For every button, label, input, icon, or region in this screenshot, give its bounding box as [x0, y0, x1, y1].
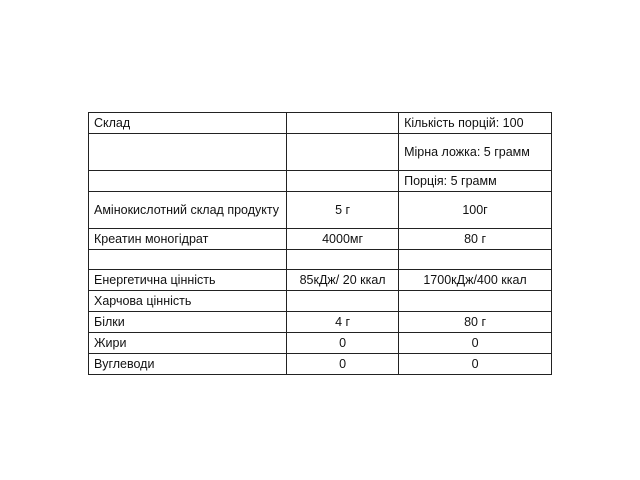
table-cell [89, 250, 287, 270]
table-cell [89, 171, 287, 192]
table-cell: 80 г [399, 229, 552, 250]
table-cell [287, 134, 399, 171]
table-cell: 0 [399, 333, 552, 354]
table-cell: 0 [399, 354, 552, 375]
table-cell: Порція: 5 грамм [399, 171, 552, 192]
table-cell [287, 113, 399, 134]
nutrition-table [88, 112, 552, 375]
table-cell: 4 г [287, 312, 399, 333]
table-cell: 0 [287, 354, 399, 375]
table-cell [287, 291, 399, 312]
table-row [89, 250, 552, 270]
table-cell [399, 291, 552, 312]
table-cell: 0 [287, 333, 399, 354]
table-cell: Склад [89, 113, 287, 134]
table-cell: Амінокислотний склад продукту [89, 192, 287, 229]
table-cell: 4000мг [287, 229, 399, 250]
table-cell: Жири [89, 333, 287, 354]
table-row [89, 229, 552, 250]
table-cell: Білки [89, 312, 287, 333]
table-cell: 1700кДж/400 ккал [399, 270, 552, 291]
table-row [89, 134, 552, 171]
table-cell: 100г [399, 192, 552, 229]
table-cell: Енергетична цінність [89, 270, 287, 291]
table-row [89, 312, 552, 333]
table-cell [287, 171, 399, 192]
table-cell: Креатин моногідрат [89, 229, 287, 250]
table-row [89, 270, 552, 291]
table-cell: 85кДж/ 20 ккал [287, 270, 399, 291]
table-row [89, 354, 552, 375]
table-row [89, 192, 552, 229]
table-cell: Вуглеводи [89, 354, 287, 375]
table-row [89, 171, 552, 192]
table-cell: 80 г [399, 312, 552, 333]
table-row [89, 113, 552, 134]
table-row [89, 333, 552, 354]
table-row [89, 291, 552, 312]
table-cell [287, 250, 399, 270]
table-cell: Мірна ложка: 5 грамм [399, 134, 552, 171]
table-cell [89, 134, 287, 171]
table-cell: Кількість порцій: 100 [399, 113, 552, 134]
table-cell: Харчова цінність [89, 291, 287, 312]
table-cell: 5 г [287, 192, 399, 229]
table-cell [399, 250, 552, 270]
